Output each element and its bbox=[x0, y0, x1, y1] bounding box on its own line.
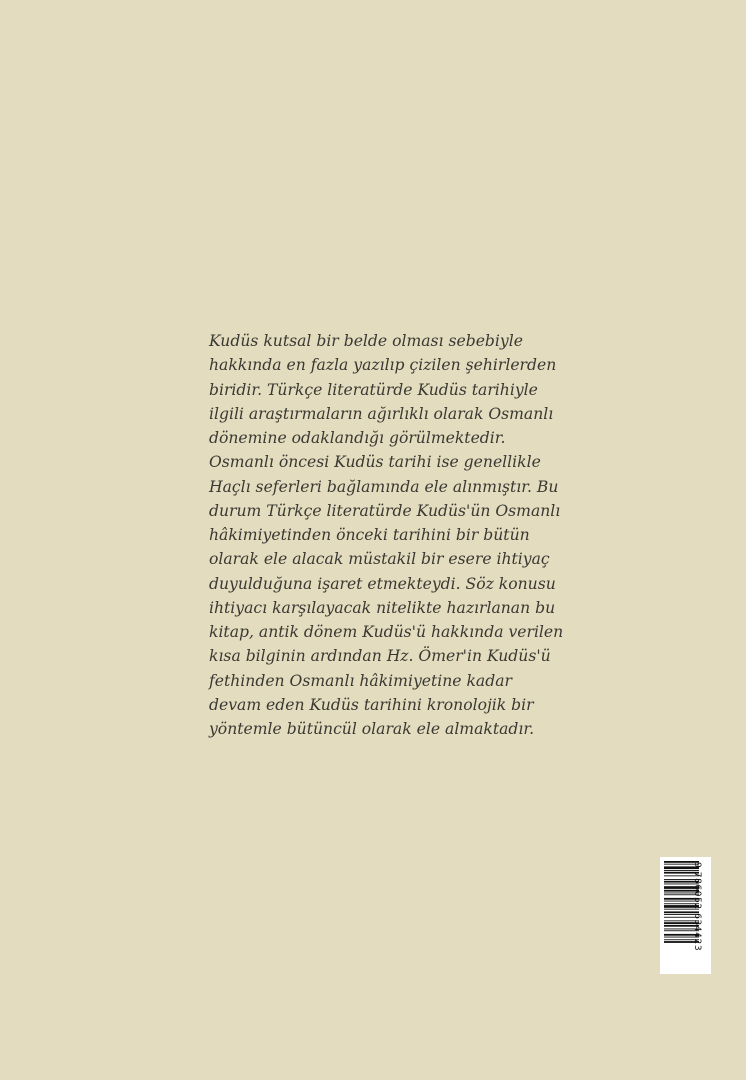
blurb-line: hâkimiyetinden önceki tarihini bir bütün bbox=[209, 526, 530, 544]
blurb-line: Haçlı seferleri bağlamında ele alınmıştır. Bu bbox=[209, 477, 559, 496]
blurb-text bbox=[209, 329, 569, 741]
blurb-line: olarak ele alacak müstakil bir esere ihtiyaç bbox=[209, 550, 550, 569]
blurb-line: dönemine odaklandığı görülmektedir. bbox=[209, 429, 506, 447]
isbn-barcode-number: 9 786052 634423 bbox=[692, 862, 702, 952]
blurb-line: hakkında en fazla yazılıp çizilen şehirlerden bbox=[209, 356, 557, 375]
isbn-barcode bbox=[660, 857, 711, 974]
blurb-line: ilgili araştırmaların ağırlıklı olarak Osmanlı bbox=[209, 404, 554, 423]
blurb-line: fethinden Osmanlı hâkimiyetine kadar bbox=[209, 671, 512, 690]
blurb-line: Kudüs kutsal bir belde olması sebebiyle bbox=[209, 332, 523, 350]
blurb-line: devam eden Kudüs tarihini kronolojik bir bbox=[209, 695, 534, 714]
barcode-bars-icon bbox=[660, 857, 711, 974]
blurb-line: ihtiyacı karşılayacak nitelikte hazırlanan bu bbox=[209, 598, 556, 617]
blurb-line: durum Türkçe literatürde Kudüs'ün Osmanlı bbox=[209, 501, 561, 520]
blurb-line: kısa bilginin ardından Hz. Ömer'in Kudüs'ü bbox=[209, 647, 551, 666]
blurb-line: biridir. Türkçe literatürde Kudüs tarihiyle bbox=[209, 380, 538, 399]
blurb-line: kitap, antik dönem Kudüs'ü hakkında verilen bbox=[209, 623, 564, 641]
blurb-line: Osmanlı öncesi Kudüs tarihi ise genellikle bbox=[209, 453, 541, 472]
blurb-line: duyulduğuna işaret etmekteydi. Söz konusu bbox=[209, 574, 556, 593]
blurb-line: yöntemle bütüncül olarak ele almaktadır. bbox=[209, 720, 535, 738]
